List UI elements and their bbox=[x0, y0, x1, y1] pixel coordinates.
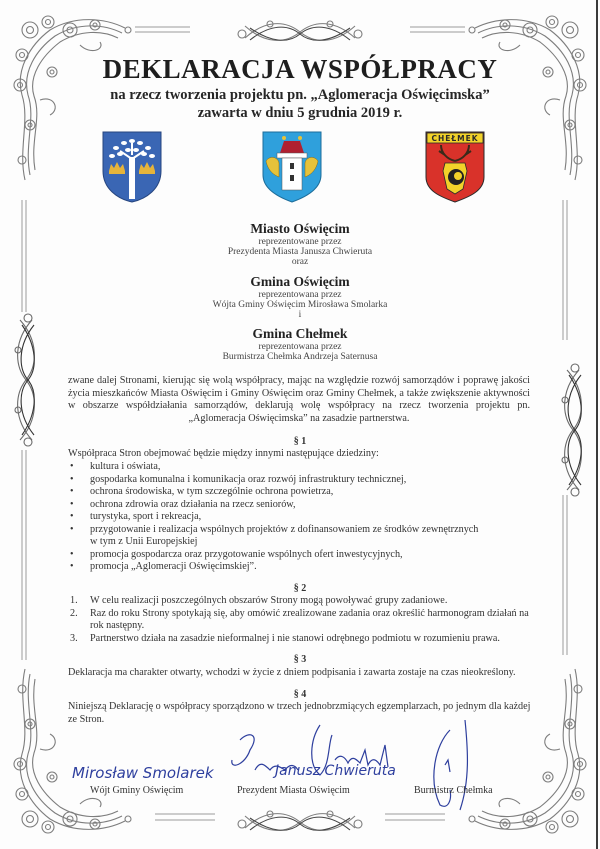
signature-burmistrz-graphic bbox=[420, 710, 500, 820]
section-1-intro: Współpraca Stron obejmować będzie między innymi następujące dziedziny: bbox=[68, 448, 379, 459]
list-number: 3. bbox=[70, 633, 78, 644]
bullet-icon: • bbox=[70, 524, 74, 535]
gmina-oswiecim-coat-of-arms bbox=[102, 131, 162, 203]
bullet-icon: • bbox=[70, 461, 74, 472]
preamble: zwane dalej Stronami, kierując się wolą współpracy, mając na względzie rozwój samorządów i poprawę jakości życia mieszkańców Miasta Oświęcim i Gminy Oświęcim oraz Gminy Chełmek, a także zwiększenie aktywności w obszarze współdziałania samorządów, deklarują wolę współpracy na rzecz tworzenia projektu pn. „Aglomeracja Oświęcimska” na zasadzie partnerstwa. bbox=[68, 375, 530, 424]
list-item: przygotowanie i realizacja wspólnych projektów z dofinansowaniem ze środków zewnętrznych bbox=[90, 524, 479, 535]
list-item: Raz do roku Strony spotykają się, aby omówić zrealizowane zadania oraz określić harmonogram działań na bbox=[90, 608, 529, 619]
section-1-heading: § 1 bbox=[293, 436, 307, 447]
bullet-icon: • bbox=[70, 561, 74, 572]
section-4-text-line1: Niniejszą Deklarację o współpracy sporządzono w trzech jednobrzmiących egzemplarzach, po jednym dla każdej bbox=[68, 701, 531, 712]
list-item: W celu realizacji poszczególnych obszarów Strony mogą powoływać grupy zadaniowe. bbox=[90, 595, 448, 606]
party-connector: i bbox=[298, 310, 302, 320]
list-number: 1. bbox=[70, 595, 78, 606]
signature-label-burmistrz: Burmistrz Chełmka bbox=[414, 785, 493, 796]
signature-wojt: Mirosław Smolarek bbox=[72, 764, 214, 782]
party-representative: Wójta Gminy Oświęcim Mirosława Smolarka bbox=[212, 300, 388, 310]
party-name: Gmina Oświęcim bbox=[250, 274, 350, 289]
signature-prezydent-graphic bbox=[220, 715, 420, 795]
scan-edge-line bbox=[596, 0, 598, 849]
section-2-heading: § 2 bbox=[293, 583, 307, 594]
bottom-center-ornament bbox=[238, 811, 362, 830]
bullet-icon: • bbox=[70, 499, 74, 510]
miasto-oswiecim-coat-of-arms bbox=[262, 131, 322, 203]
list-item-continuation: w tym z Unii Europejskiej bbox=[90, 536, 198, 547]
list-item: promocja „Aglomeracji Oświęcimskiej”. bbox=[90, 561, 257, 572]
bullet-icon: • bbox=[70, 549, 74, 560]
section-4-text-line2: ze Stron. bbox=[68, 714, 105, 725]
section-3-heading: § 3 bbox=[293, 654, 307, 665]
party-gmina-chelmek bbox=[0, 326, 600, 362]
section-4-heading: § 4 bbox=[293, 689, 307, 700]
chelmek-coat-of-arms bbox=[425, 131, 485, 203]
party-miasto-oswiecim bbox=[0, 221, 600, 267]
signature-label-prezydent: Prezydent Miasta Oświęcim bbox=[237, 785, 350, 796]
section-3-text: Deklaracja ma charakter otwarty, wchodzi w życie z dniem podpisania i zawarta zostaje na czas nieokreślony. bbox=[68, 667, 516, 678]
party-represented: reprezentowana przez bbox=[258, 290, 342, 300]
list-item: ochrona środowiska, w tym szczególnie ochrona powietrza, bbox=[90, 486, 334, 497]
document-subtitle: na rzecz tworzenia projektu pn. „Aglomeracja Oświęcimska” bbox=[110, 87, 490, 103]
list-item-continuation: rok następny. bbox=[90, 620, 145, 631]
document-title: DEKLARACJA WSPÓŁPRACY bbox=[102, 54, 498, 84]
party-represented: reprezentowane przez bbox=[258, 237, 342, 247]
bullet-icon: • bbox=[70, 486, 74, 497]
list-item: promocja gospodarcza oraz przygotowanie wspólnych ofert inwestycyjnych, bbox=[90, 549, 403, 560]
list-item: kultura i oświata, bbox=[90, 461, 161, 472]
list-item: ochrona zdrowia oraz działania na rzecz seniorów, bbox=[90, 499, 296, 510]
signature-label-wojt: Wójt Gminy Oświęcim bbox=[90, 785, 184, 796]
party-name: Miasto Oświęcim bbox=[250, 221, 350, 236]
list-item: gospodarka komunalna i komunikacja oraz rozwój infrastruktury technicznej, bbox=[90, 474, 407, 485]
signature-prezydent-text: Janusz Chwieruta bbox=[275, 763, 396, 779]
party-gmina-oswiecim bbox=[0, 274, 600, 320]
party-represented: reprezentowana przez bbox=[258, 342, 342, 352]
chelmek-label: CHEŁMEK bbox=[431, 134, 479, 143]
list-item: turystyka, sport i rekreacja, bbox=[90, 511, 202, 522]
list-item: Partnerstwo działa na zasadzie nieformalnej i nie stanowi odrębnego podmiotu w rozumieniu prawa. bbox=[90, 633, 500, 644]
party-representative: Burmistrza Chełmka Andrzeja Saternusa bbox=[222, 352, 378, 362]
top-center-ornament bbox=[238, 21, 362, 40]
party-connector: oraz bbox=[291, 257, 309, 267]
list-number: 2. bbox=[70, 608, 78, 619]
bullet-icon: • bbox=[70, 511, 74, 522]
right-center-ornament bbox=[562, 364, 581, 496]
bullet-icon: • bbox=[70, 474, 74, 485]
document-date: zawarta w dniu 5 grudnia 2019 r. bbox=[197, 105, 403, 121]
party-representative: Prezydenta Miasta Janusza Chwieruta bbox=[227, 247, 373, 257]
party-name: Gmina Chełmek bbox=[252, 326, 348, 341]
